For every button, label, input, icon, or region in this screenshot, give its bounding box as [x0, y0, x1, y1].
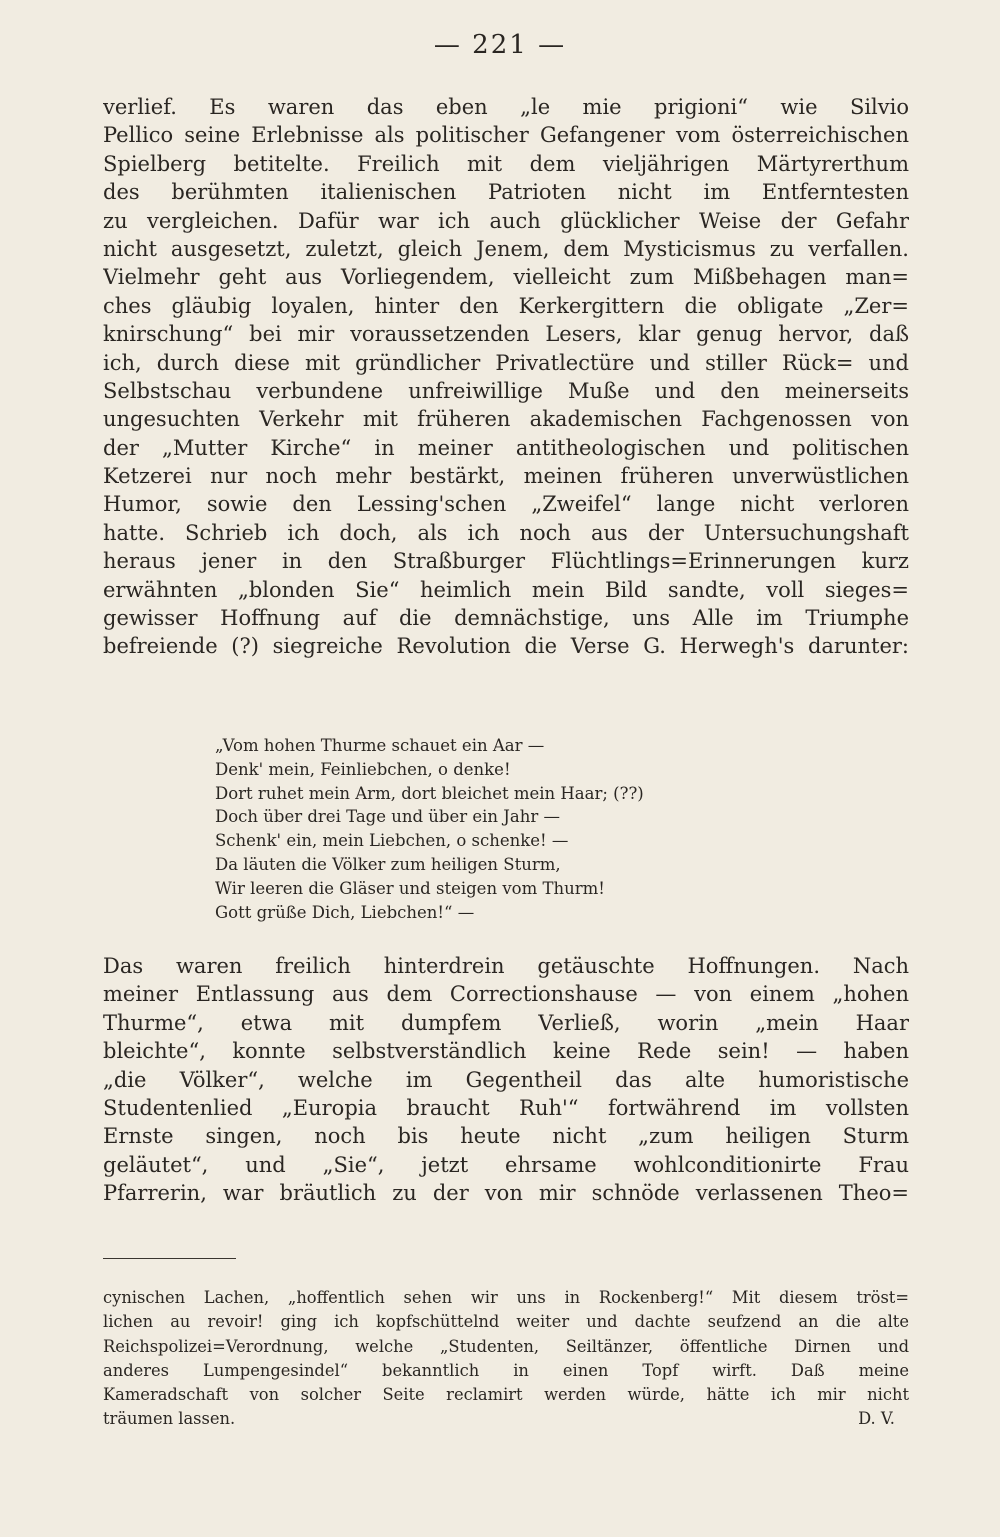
verse-line: Da läuten die Völker zum heiligen Sturm,	[215, 854, 561, 874]
verse-line: Dort ruhet mein Arm, dort bleichet mein Haar; (??)	[215, 783, 644, 803]
verse-line: Denk' mein, Feinliebchen, o denke!	[215, 759, 511, 779]
footnote-line: cynischen Lachen, „hoffentlich sehen wir uns in Rockenberg!“ Mit diesem tröst=	[103, 1288, 909, 1307]
verse-line: „Vom hohen Thurme schauet ein Aar —	[215, 736, 545, 755]
text-line: „die Völker“, welche im Gegentheil das alte humoristische	[103, 1067, 909, 1092]
text-line: knirschung“ bei mir voraussetzenden Lesers, klar genug hervor, daß	[103, 322, 909, 347]
text-line: geläutet“, und „Sie“, jetzt ehrsame wohlconditionirte Frau	[103, 1152, 909, 1177]
text-line: ches gläubig loyalen, hinter den Kerkergittern die obligate „Zer=	[103, 293, 909, 318]
footnote-block	[103, 1286, 909, 1432]
text-line: Ketzerei nur noch mehr bestärkt, meinen früheren unverwüstlichen	[103, 464, 909, 489]
text-line: befreiende (?) siegreiche Revolution die Verse G. Herwegh's darunter:	[103, 634, 909, 659]
verse-line: Doch über drei Tage und über ein Jahr —	[215, 807, 561, 827]
text-line: zu vergleichen. Dafür war ich auch glücklicher Weise der Gefahr	[103, 208, 909, 233]
text-line: Vielmehr geht aus Vorliegendem, vielleicht zum Mißbehagen man=	[103, 265, 909, 290]
text-line: erwähnten „blonden Sie“ heimlich mein Bild sandte, voll sieges=	[103, 577, 909, 602]
text-line: Ernste singen, noch bis heute nicht „zum heiligen Sturm	[103, 1124, 909, 1149]
text-line: Humor, sowie den Lessing'schen „Zweifel“ lange nicht verloren	[103, 492, 909, 517]
footnote-line: anderes Lumpengesindel“ bekanntlich in einen Topf wirft. Daß meine	[103, 1360, 909, 1380]
text-line: heraus jener in den Straßburger Flüchtlings=Erinnerungen kurz	[103, 549, 909, 574]
text-line: Selbstschau verbundene unfreiwillige Muße und den meinerseits	[103, 378, 909, 403]
text-line: ungesuchten Verkehr mit früheren akademischen Fachgenossen von	[103, 407, 909, 432]
footnote-signature: D. V.	[858, 1409, 895, 1429]
verse-line: Wir leeren die Gläser und steigen vom Thurm!	[215, 878, 605, 898]
text-line: nicht ausgesetzt, zuletzt, gleich Jenem, dem Mysticismus zu verfallen.	[103, 236, 909, 261]
verse-line: Gott grüße Dich, Liebchen!“ —	[215, 902, 475, 922]
footnote-line: Reichspolizei=Verordnung, welche „Studenten, Seiltänzer, öffentliche Dirnen und	[103, 1336, 909, 1356]
text-line: des berühmten italienischen Patrioten nicht im Entferntesten	[103, 180, 909, 205]
main-text-block-continued	[103, 952, 909, 1208]
text-line: Studentenlied „Europia braucht Ruh'“ fortwährend im vollsten	[103, 1095, 909, 1120]
text-line: Spielberg betitelte. Freilich mit dem vieljährigen Märtyrerthum	[103, 151, 909, 176]
text-line: der „Mutter Kirche“ in meiner antitheologischen und politischen	[103, 435, 909, 460]
text-line: verlief. Es waren das eben „le mie prigioni“ wie Silvio	[103, 95, 909, 119]
page-number: — 221 —	[433, 30, 567, 60]
text-line: Pfarrerin, war bräutlich zu der von mir schnöde verlassenen Theo=	[103, 1181, 909, 1206]
footnote-divider	[103, 1258, 236, 1259]
main-text-block	[103, 93, 909, 661]
footnote-line: Kameradschaft von solcher Seite reclamirt werden würde, hätte ich mir nicht	[103, 1385, 909, 1405]
verse-quote	[215, 734, 775, 924]
text-line: Thurme“, etwa mit dumpfem Verließ, worin „mein Haar	[103, 1010, 909, 1035]
text-line: hatte. Schrieb ich doch, als ich noch aus der Untersuchungshaft	[103, 520, 909, 545]
text-line: gewisser Hoffnung auf die demnächstige, uns Alle im Triumphe	[103, 606, 909, 631]
footnote-line: träumen lassen.	[103, 1409, 236, 1429]
footnote-last-line	[103, 1407, 909, 1431]
text-line: bleichte“, konnte selbstverständlich keine Rede sein! — haben	[103, 1039, 909, 1064]
text-line: Das waren freilich hinterdrein getäuschte Hoffnungen. Nach	[103, 954, 909, 978]
text-line: meiner Entlassung aus dem Correctionshause — von einem „hohen	[103, 982, 909, 1007]
text-line: Pellico seine Erlebnisse als politischer Gefangener vom österreichischen	[103, 123, 909, 148]
text-line: ich, durch diese mit gründlicher Privatlectüre und stiller Rück= und	[103, 350, 909, 375]
footnote-line: lichen au revoir! ging ich kopfschüttelnd weiter und dachte seufzend an die alte	[103, 1312, 909, 1332]
verse-line: Schenk' ein, mein Liebchen, o schenke! —	[215, 831, 569, 851]
